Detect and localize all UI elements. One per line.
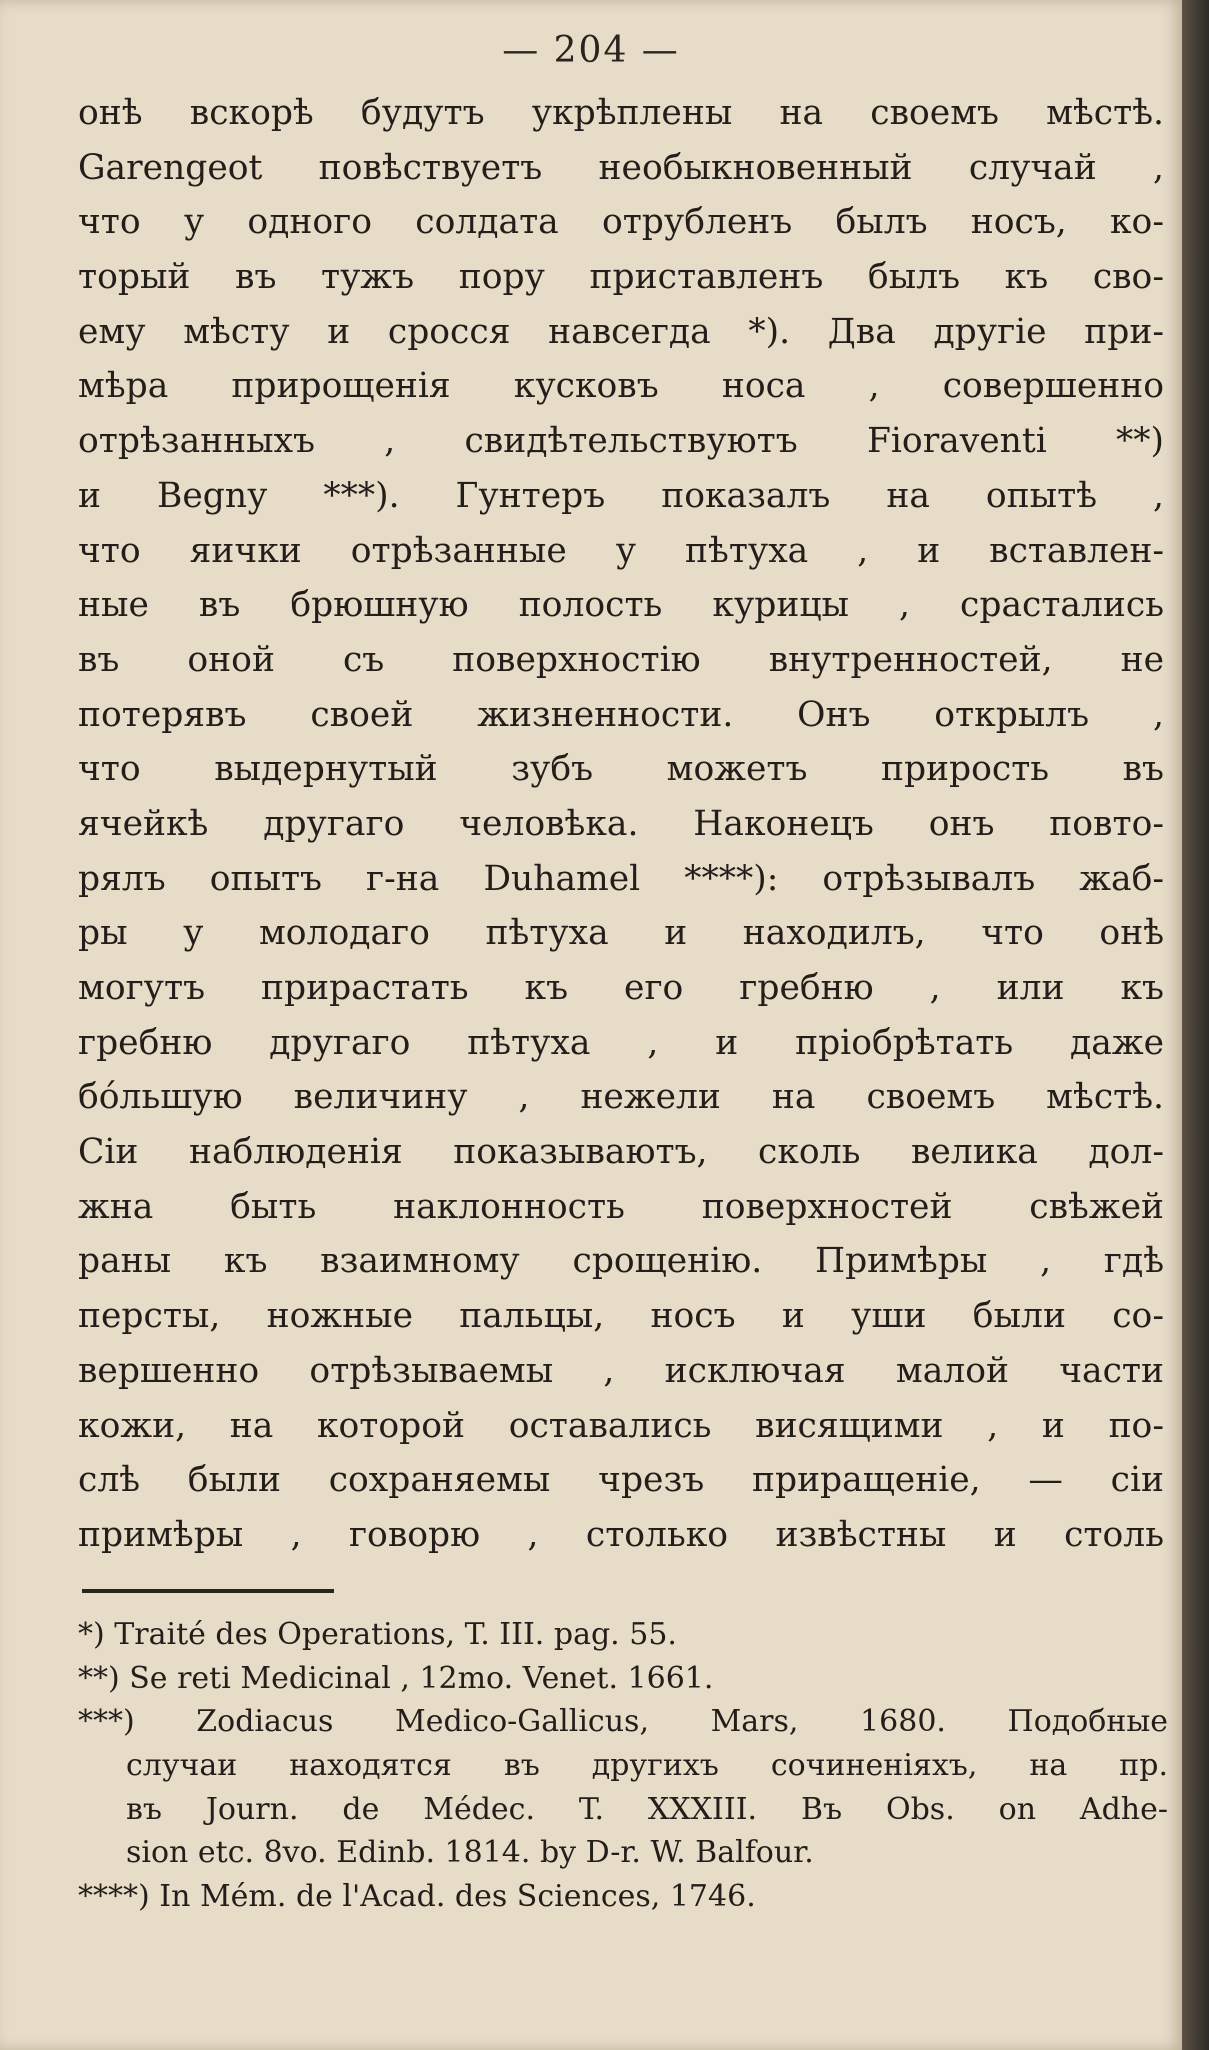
text-line: примѣры , говорю , столько извѣстны и столь [78,1514,1164,1555]
footnotes [78,1613,1168,1919]
text-line: персты, ножные пальцы, носъ и уши были со- [78,1296,1164,1337]
text-line: онѣ вскорѣ будутъ укрѣплены на своемъ мѣстѣ. [78,93,1164,133]
text-line: ячейкѣ другаго человѣка. Наконецъ онъ повто- [78,803,1164,844]
footnote-line: въ Journ. de Médec. T. XXXIII. Въ Obs. on Adhe- [126,1791,1168,1827]
footnote-divider [82,1589,334,1593]
text-line: кожи, на которой оставались висящими , и по- [78,1405,1164,1446]
text-line: торый въ тужъ пору приставленъ былъ къ сво- [78,257,1164,298]
text-line: мѣра прирощенія кусковъ носа , совершенно [78,366,1164,407]
footnote-line: ***) Zodiacus Medico-Gallicus, Mars, 1680. Подобные [78,1704,1168,1740]
text-line: и Begnу ***). Гунтеръ показалъ на опытѣ , [78,475,1164,516]
text-line: въ оной съ поверхностію внутренностей, не [78,639,1164,680]
text-line: ему мѣсту и сросся навсегда *). Два другіе при- [78,311,1164,352]
body-text [78,86,1164,1563]
text-line: потерявъ своей жизненности. Онъ открылъ , [78,694,1164,735]
text-line: рялъ опытъ г-на Duhamel ****): отрѣзывалъ жаб- [78,858,1164,899]
text-line: гребню другаго пѣтуха , и пріобрѣтать даже [78,1022,1164,1063]
footnote-line: ****) In Mém. de l'Acad. des Sciences, 1746. [78,1879,756,1915]
text-line: бóльшую величину , нежели на своемъ мѣстѣ. [78,1077,1164,1118]
text-line: что яички отрѣзанные у пѣтуха , и вставлен- [78,530,1164,571]
text-line: отрѣзанныхъ , свидѣтельствуютъ Fioraventi **) [78,421,1164,462]
text-line: могутъ прирастать къ его гребню , или къ [78,968,1164,1008]
footnote-line: *) Traité des Operations, T. III. pag. 55. [78,1617,677,1652]
text-line: слѣ были сохраняемы чрезъ приращеніе, — сіи [78,1460,1164,1501]
text-line: что у одного солдата отрубленъ былъ носъ, ко- [78,202,1164,243]
text-line: Сіи наблюденія показываютъ, сколь велика дол- [78,1132,1164,1173]
footnote-line: случаи находятся въ другихъ сочиненіяхъ, на пр. [126,1748,1168,1784]
page-edge [1182,0,1209,2050]
footnote-line: sion etc. 8vo. Edinb. 1814. by D-r. W. Balfour. [126,1835,814,1871]
text-line: что выдернутый зубъ можетъ прирость въ [78,749,1164,790]
page-number: — 204 — [502,30,680,71]
text-line: ры у молодаго пѣтуха и находилъ, что онѣ [78,913,1164,954]
text-line: жна быть наклонность поверхностей свѣжей [78,1186,1164,1227]
text-line: ные въ брюшную полость курицы , срастались [78,585,1164,626]
text-line: Garengeot повѣствуетъ необыкновенный случай , [78,147,1164,188]
footnote-line: **) Se reti Medicinal , 12mo. Venet. 1661. [78,1660,714,1696]
text-line: раны къ взаимному срощенію. Примѣры , гдѣ [78,1241,1164,1282]
text-line: вершенно отрѣзываемы , исключая малой части [78,1350,1164,1391]
